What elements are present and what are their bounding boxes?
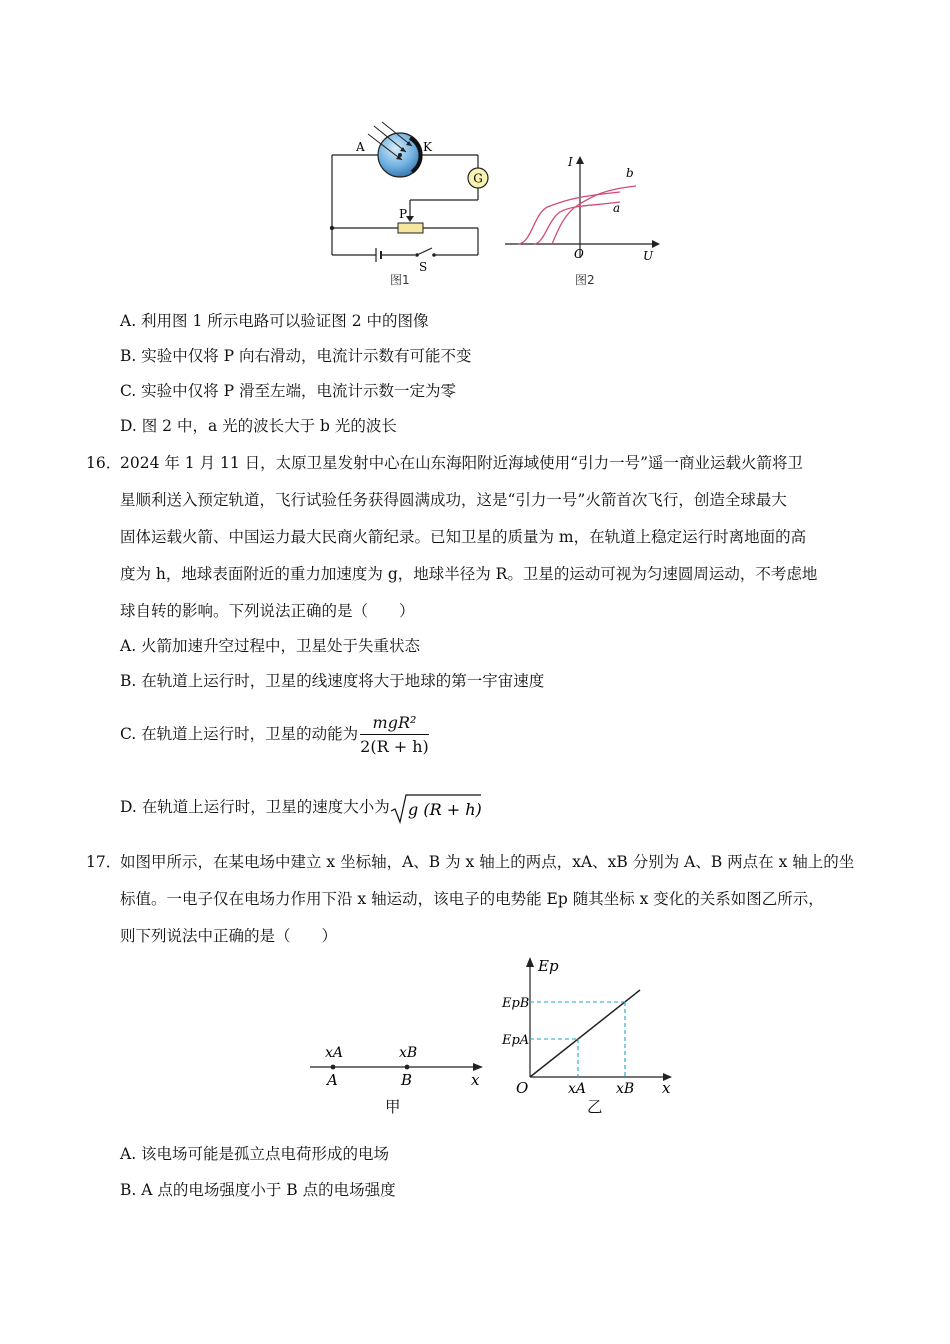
q16-stem-line-2: 星顺利送入预定轨道，飞行试验任务获得圆满成功，这是“引力一号”火箭首次飞行，创造全球最大	[120, 491, 787, 509]
figure-jia-x-axis	[305, 1035, 490, 1095]
q17-option-a: A. 该电场可能是孤立点电荷形成的电场	[120, 1145, 390, 1163]
q17-stem-line-2: 标值。一电子仅在电场力作用下沿 x 轴运动，该电子的电势能 Ep 随其坐标 x 变化的关系如图乙所示，	[120, 890, 824, 908]
q15-option-d: D. 图 2 中，a 光的波长大于 b 光的波长	[120, 417, 397, 435]
EpA-label: EpA	[502, 1033, 530, 1048]
label-S: S	[419, 260, 428, 274]
origin-O-label: O	[574, 247, 584, 261]
q16-option-c	[120, 704, 429, 764]
ep-line	[530, 990, 640, 1077]
axis-I-label: I	[568, 155, 573, 169]
sqrt-radicand: g (R + h)	[407, 800, 482, 819]
axis-U-label: U	[643, 249, 654, 263]
figure-yi-caption: 乙	[587, 1098, 603, 1116]
figure-jia-caption: 甲	[385, 1098, 401, 1116]
fraction-numerator: mgR²	[360, 712, 429, 735]
q16-option-c-text: C. 在轨道上运行时，卫星的动能为	[120, 725, 359, 743]
x-axis-label: x	[471, 1071, 480, 1089]
curve-a-label: a	[613, 201, 621, 215]
q17-stem-line-1: 如图甲所示，在某电场中建立 x 坐标轴，A、B 为 x 轴上的两点，xA、xB 分别为 A、B 两点在 x 轴上的坐	[120, 853, 855, 871]
q16-option-b: B. 在轨道上运行时，卫星的线速度将大于地球的第一宇宙速度	[120, 672, 545, 690]
xB-label: xB	[399, 1045, 418, 1061]
galvanometer-label: G	[473, 171, 483, 186]
kinetic-energy-fraction	[360, 712, 429, 759]
EpB-label: EpB	[502, 996, 530, 1011]
point-B-dot	[405, 1065, 410, 1070]
figure-2-caption: 图2	[575, 273, 595, 287]
curve-b-label: b	[626, 166, 634, 180]
label-K: K	[423, 140, 432, 154]
q15-option-a: A. 利用图 1 所示电路可以验证图 2 中的图像	[120, 312, 429, 330]
q16-stem-line-4: 度为 h，地球表面附近的重力加速度为 g，地球半径为 R。卫星的运动可视为匀速圆周运动，不考虑地	[120, 565, 818, 583]
velocity-sqrt	[390, 791, 482, 825]
point-A-dot	[331, 1065, 336, 1070]
xA-tick-label: xA	[568, 1081, 587, 1097]
xA-label: xA	[325, 1045, 344, 1061]
figure-yi-ep-graph	[500, 955, 680, 1100]
q16-option-d-text: D. 在轨道上运行时，卫星的速度大小为	[120, 798, 390, 816]
label-P: P	[399, 207, 408, 221]
q16-option-a: A. 火箭加速升空过程中，卫星处于失重状态	[120, 637, 421, 655]
point-B-label: B	[401, 1071, 413, 1089]
q16-number: 16．	[86, 454, 122, 472]
q16-stem-line-5: 球自转的影响。下列说法正确的是（ ）	[120, 602, 415, 620]
fraction-denominator: 2(R + h)	[360, 736, 429, 756]
figure-1-circuit	[320, 118, 500, 288]
q17-number: 17．	[86, 853, 122, 871]
q16-stem-line-1: 2024 年 1 月 11 日，太原卫星发射中心在山东海阳附近海域使用“引力一号”遥一商业运载火箭将卫	[120, 454, 804, 472]
figure-2-iu-graph	[500, 150, 670, 265]
q15-option-c: C. 实验中仅将 P 滑至左端，电流计示数一定为零	[120, 382, 456, 400]
q17-option-b: B. A 点的电场强度小于 B 点的电场强度	[120, 1181, 396, 1199]
point-A-label: A	[327, 1071, 338, 1089]
q15-option-b: B. 实验中仅将 P 向右滑动，电流计示数有可能不变	[120, 347, 472, 365]
xB-tick-label: xB	[616, 1081, 635, 1097]
curve-b-line	[518, 192, 620, 244]
curve-a-line	[534, 202, 620, 244]
q16-stem-line-3: 固体运载火箭、中国运力最大民商火箭纪录。已知卫星的质量为 m，在轨道上稳定运行时离地面的高	[120, 528, 807, 546]
origin-O-label: O	[516, 1079, 529, 1097]
q17-stem-line-3: 则下列说法中正确的是（ ）	[120, 927, 338, 945]
label-A: A	[356, 140, 365, 154]
figure-1-caption: 图1	[390, 273, 410, 287]
x-axis-label: x	[662, 1079, 671, 1097]
q16-option-d	[120, 790, 482, 824]
axis-Ep-label: Ep	[538, 957, 559, 975]
